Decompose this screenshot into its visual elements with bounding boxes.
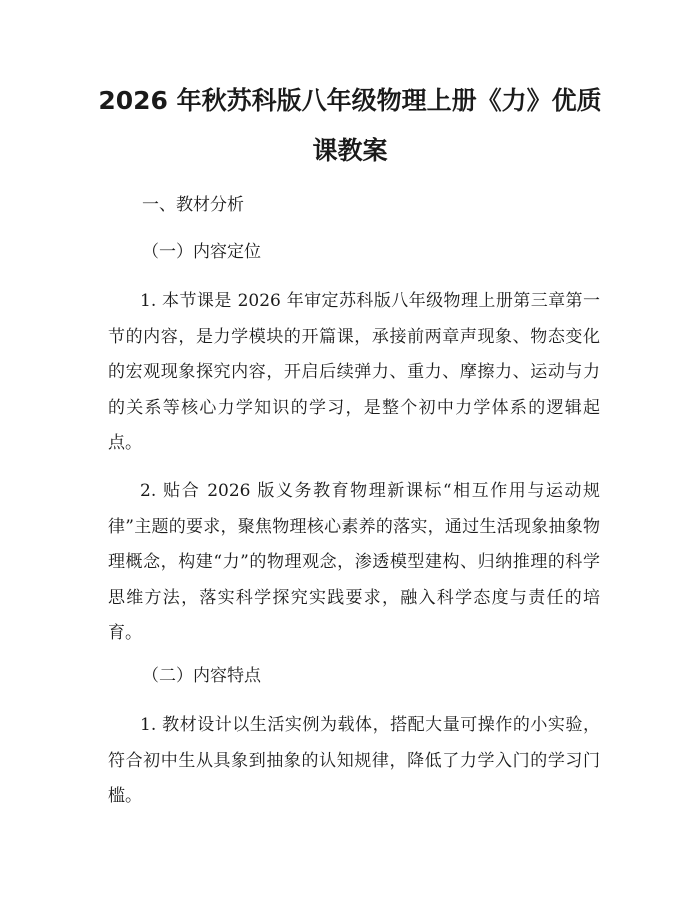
document-title-line-2: 课教案 (312, 136, 388, 165)
section-heading-textbook-analysis: 一、教材分析 (142, 195, 244, 215)
paragraph-features-1: 1. 教材设计以生活实例为载体，搭配大量可操作的小实验，符合初中生从具象到抽象的认知规律，降低了力学入门的学习门槛。 (108, 715, 600, 806)
document-title-line-1: 2026 年秋苏科版八年级物理上册《力》优质 (98, 86, 602, 115)
paragraph-positioning-1: 1. 本节课是 2026 年审定苏科版八年级物理上册第三章第一节的内容，是力学模块的开篇课，承接前两章声现象、物态变化的宏观现象探究内容，开启后续弹力、重力、摩擦力、运动与力的关系等核心力学知识的学习，是整个初中力学体系的逻辑起点。 (108, 291, 600, 453)
subsection-heading-content-features: （二）内容特点 (142, 666, 261, 686)
subsection-heading-content-positioning: （一）内容定位 (142, 242, 261, 262)
paragraph-positioning-2: 2. 贴合 2026 版义务教育物理新课标“相互作用与运动规律”主题的要求，聚焦物理核心素养的落实，通过生活现象抽象物理概念，构建“力”的物理观念，渗透模型建构、归纳推理的科学思维方法，落实科学探究实践要求，融入科学态度与责任的培育。 (108, 481, 600, 643)
